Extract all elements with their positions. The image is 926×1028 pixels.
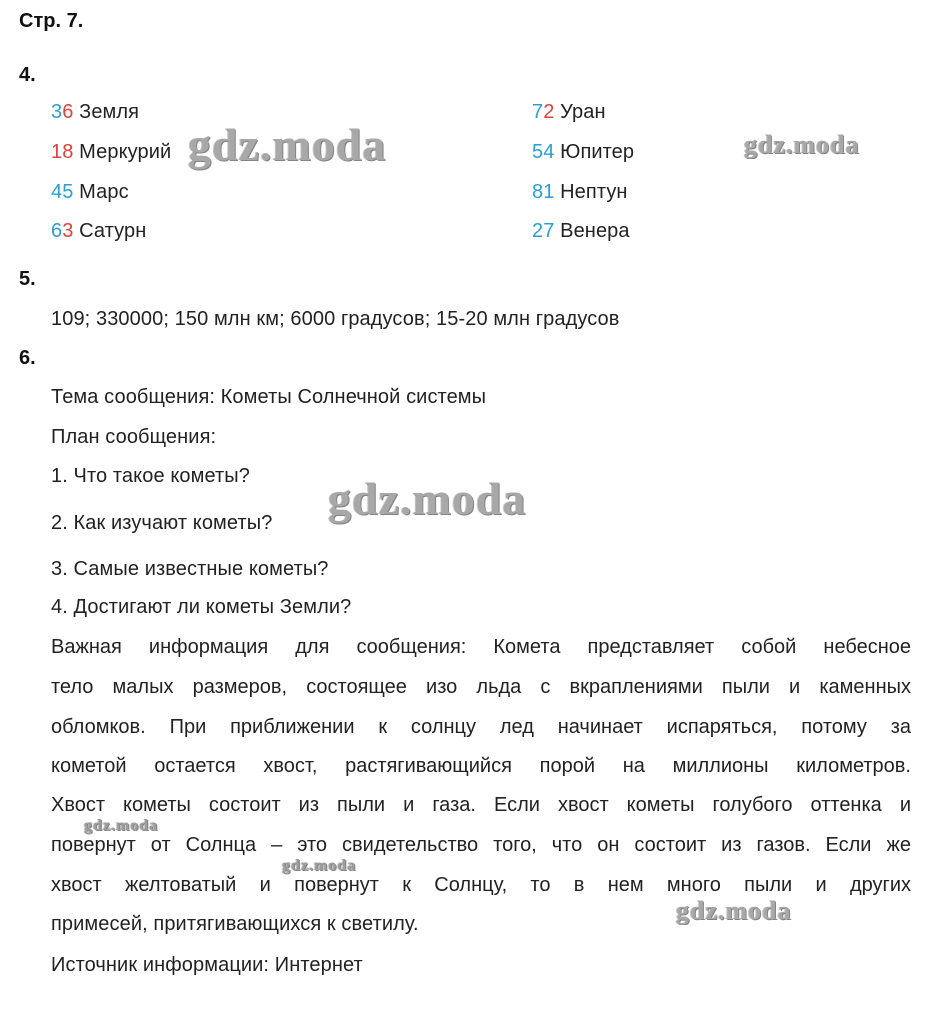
planet-item: 18 Меркурий: [51, 141, 172, 163]
info-source: Источник информации: Интернет: [51, 954, 363, 976]
task-4-number: 4.: [19, 64, 36, 86]
page-label: Стр. 7.: [19, 10, 84, 32]
planet-item: 72 Уран: [532, 101, 606, 123]
watermark-logo: gdz.moda: [676, 896, 792, 925]
info-line: хвост желтоватый и повернут к Солнцу, то в нем много пыли и других: [51, 874, 911, 896]
planet-item: 63 Сатурн: [51, 220, 147, 242]
watermark-logo: gdz.moda: [84, 817, 159, 834]
message-topic: Тема сообщения: Кометы Солнечной системы: [51, 386, 487, 408]
watermark-logo: gdz.moda: [744, 130, 860, 159]
planet-item: 81 Нептун: [532, 181, 628, 203]
info-line: кометой остается хвост, растягивающийся порой на миллионы километров.: [51, 755, 911, 777]
plan-item: 3. Самые известные кометы?: [51, 558, 329, 580]
planet-item: 36 Земля: [51, 101, 140, 123]
task-5-answer: 109; 330000; 150 млн км; 6000 градусов; 15-20 млн градусов: [51, 308, 620, 330]
info-line: обломков. При приближении к солнцу лед начинает испаряться, потому за: [51, 716, 911, 738]
plan-title: План сообщения:: [51, 426, 217, 448]
plan-item: 4. Достигают ли кометы Земли?: [51, 596, 352, 618]
task-5-number: 5.: [19, 268, 36, 290]
plan-item: 1. Что такое кометы?: [51, 465, 250, 487]
watermark-logo: gdz.moda: [282, 857, 357, 874]
planet-item: 27 Венера: [532, 220, 630, 242]
info-line: повернут от Солнца – это свидетельство того, что он состоит из газов. Если же: [51, 834, 911, 856]
plan-item: 2. Как изучают кометы?: [51, 512, 273, 534]
watermark-logo: gdz.moda: [188, 119, 387, 170]
info-line: Важная информация для сообщения: Комета представляет собой небесное: [51, 636, 911, 658]
info-line: Хвост кометы состоит из пыли и газа. Если хвост кометы голубого оттенка и: [51, 794, 911, 816]
planet-item: 45 Марс: [51, 181, 129, 203]
info-line: тело малых размеров, состоящее изо льда с вкраплениями пыли и каменных: [51, 676, 911, 698]
info-line: примесей, притягивающихся к светилу.: [51, 913, 419, 935]
planet-item: 54 Юпитер: [532, 141, 635, 163]
watermark-logo: gdz.moda: [328, 473, 527, 524]
task-6-number: 6.: [19, 347, 36, 369]
